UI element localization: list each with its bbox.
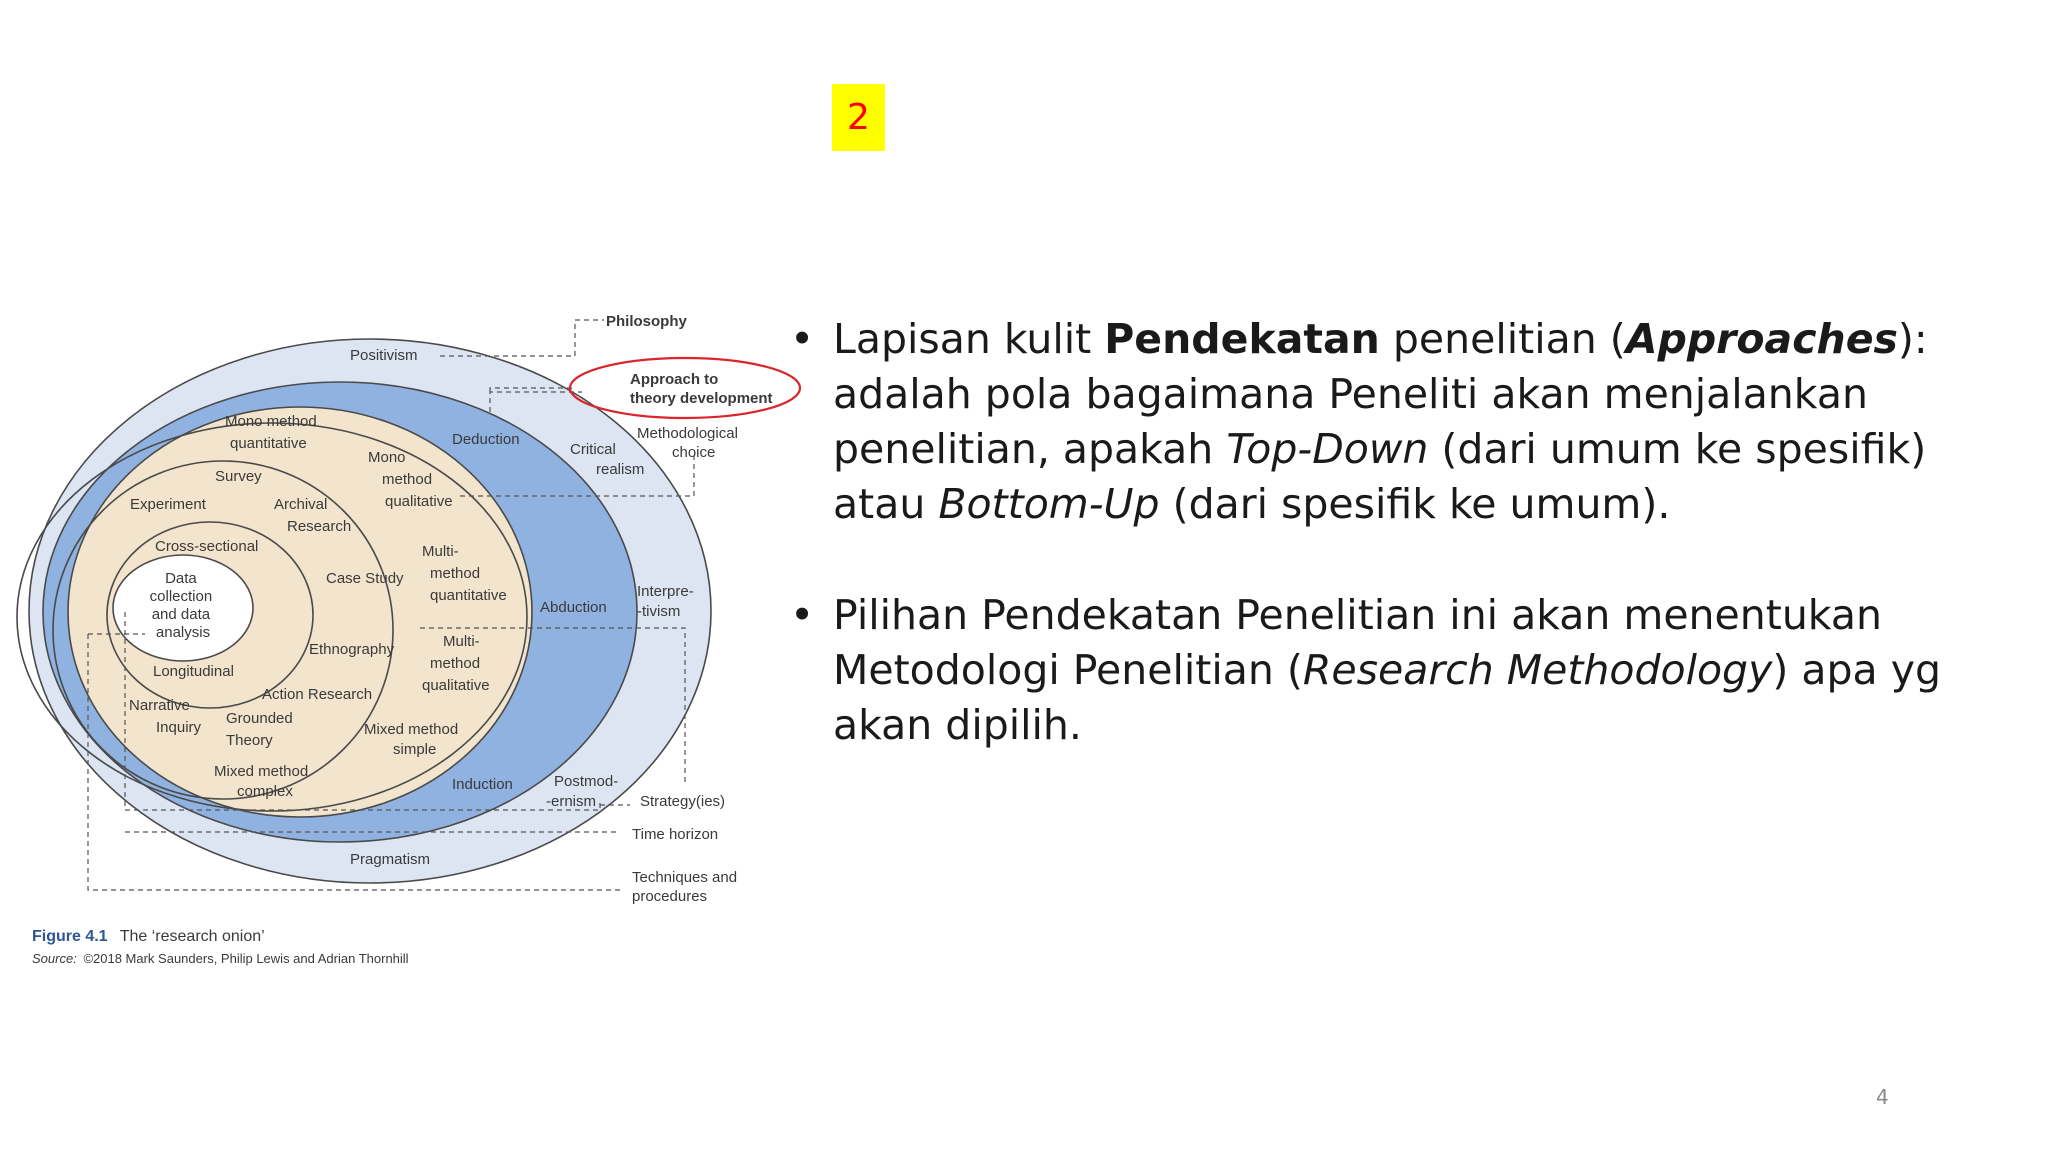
- longitudinal-label: Longitudinal: [153, 663, 234, 680]
- page-number: 4: [1876, 1085, 1889, 1109]
- approach-line2: theory development: [630, 390, 773, 407]
- narrative-inquiry-label: Narrative Inquiry: [129, 697, 202, 736]
- grounded-theory-label: Grounded Theory: [226, 710, 293, 749]
- figure-label: Figure 4.1: [32, 928, 108, 945]
- pragmatism-label: Pragmatism: [350, 851, 431, 868]
- approach-line1: Approach to: [630, 371, 719, 388]
- bullet-list: [790, 312, 2020, 753]
- mixed-complex-label: Mixed method complex: [214, 763, 309, 800]
- archival-research-label: Archival Research: [274, 496, 352, 535]
- mono-quant-label: Mono method quantitative: [225, 413, 317, 452]
- interpretivism-label: Interpre- -tivism: [637, 583, 694, 620]
- slide-number-badge: 2: [832, 84, 885, 151]
- source-text: ©2018 Mark Saunders, Philip Lewis and Adrian Thornhill: [83, 951, 409, 966]
- critical-realism-label: Critical realism: [570, 441, 645, 478]
- techniques-label: Techniques and procedures: [632, 869, 738, 905]
- approach-label: [630, 371, 773, 407]
- deduction-label: Deduction: [452, 431, 520, 448]
- multi-qual-label: Multi- method qualitative: [422, 633, 490, 694]
- ethnography-label: Ethnography: [309, 641, 395, 658]
- mono-qual-label: Mono method qualitative: [368, 449, 453, 510]
- approach-highlight-ring: [570, 358, 800, 418]
- case-study-label: Case Study: [326, 570, 404, 587]
- methodological-choice-label: Methodological choice: [637, 425, 738, 461]
- bullet-methodology: • Pilihan Pendekatan Penelitian ini akan menentukan Metodologi Penelitian (Research Methodology) apa yg akan dipilih.: [790, 588, 2020, 753]
- core-label: Data collection and data analysis: [149, 570, 213, 641]
- positivism-label: Positivism: [350, 347, 418, 364]
- mixed-simple-label: Mixed method simple: [364, 721, 459, 758]
- bullet-marker: •: [790, 591, 815, 639]
- multi-quant-label: Multi- method quantitative: [422, 543, 507, 604]
- philosophy-label: Philosophy: [606, 313, 687, 330]
- survey-label: Survey: [215, 468, 262, 485]
- time-horizon-label: Time horizon: [632, 826, 719, 843]
- postmodernism-label: Postmod- -ernism: [546, 773, 619, 810]
- source-label: Source:: [32, 951, 77, 966]
- abduction-label: Abduction: [540, 599, 607, 616]
- experiment-label: Experiment: [130, 496, 206, 513]
- figure-title: The ‘research onion’: [119, 928, 265, 945]
- bullet-marker: •: [790, 315, 815, 363]
- research-onion-diagram: [0, 300, 820, 980]
- bullet-approaches: • Lapisan kulit Pendekatan penelitian (Approaches): adalah pola bagaimana Peneliti akan menjalankan penelitian, apakah Top-Down (dari umum ke spesifik) atau Bottom-Up (dari spesifik ke umum).: [790, 312, 2020, 532]
- strategies-label: Strategy(ies): [640, 793, 726, 810]
- induction-label: Induction: [452, 776, 513, 793]
- cross-sectional-label: Cross-sectional: [155, 538, 259, 555]
- action-research-label: Action Research: [262, 686, 373, 703]
- figure-caption: [32, 928, 265, 945]
- figure-source: [32, 951, 409, 966]
